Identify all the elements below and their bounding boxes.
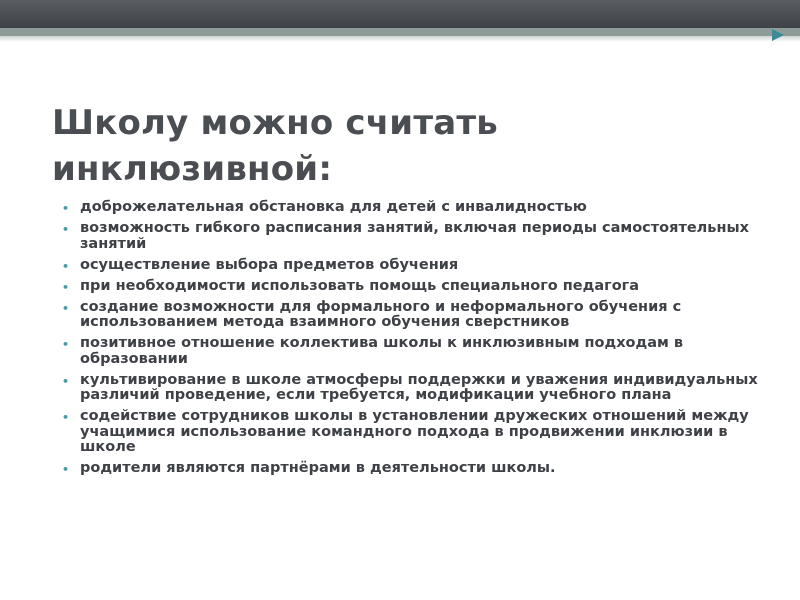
bullet-item <box>60 300 760 331</box>
bullet-text: родители являются партнёрами в деятельности школы. <box>80 460 556 476</box>
bullet-item <box>60 461 760 477</box>
slide-title <box>52 100 752 192</box>
bullet-item <box>60 221 760 252</box>
bullet-dot-icon: • <box>62 301 70 315</box>
bullet-text: позитивное отношение коллектива школы к инклюзивным подходам в образовании <box>80 335 684 367</box>
corner-triangle-icon <box>772 29 784 41</box>
bullet-dot-icon: • <box>62 202 70 215</box>
bullet-dot-icon: • <box>62 463 70 476</box>
bullet-dot-icon: • <box>62 374 70 388</box>
bullet-item <box>60 279 760 295</box>
bullet-text: содействие сотрудников школы в установлении дружеских отношений между учащимися использование командного подхода в продвижении инклюзии в школе <box>80 408 749 455</box>
slide-title-line-1: Школу можно считать <box>52 103 498 143</box>
bullet-item <box>60 373 760 404</box>
bullet-item <box>60 258 760 274</box>
bullet-dot-icon: • <box>62 223 70 236</box>
bullet-text: возможность гибкого расписания занятий, включая периоды самостоятельных занятий <box>80 220 749 252</box>
bullet-item <box>60 336 760 367</box>
bullet-dot-icon: • <box>62 338 70 351</box>
bullet-item <box>60 409 760 456</box>
bullet-dot-icon: • <box>62 280 70 294</box>
bullet-text: доброжелательная обстановка для детей с инвалидностью <box>80 199 587 215</box>
slide-title-line-2: инклюзивной: <box>52 149 333 189</box>
bullet-text: при необходимости использовать помощь специального педагога <box>80 277 640 294</box>
accent-stripe <box>0 28 800 36</box>
bullet-item <box>60 200 760 216</box>
top-decorative-band <box>0 0 800 28</box>
bullet-text: создание возможности для формального и неформального обучения с использованием метода взаимного обучения сверстников <box>80 298 682 330</box>
accent-shadow <box>0 36 800 42</box>
bullet-text: осуществление выбора предметов обучения <box>80 256 459 273</box>
bullet-dot-icon: • <box>62 259 70 273</box>
bullet-dot-icon: • <box>62 411 70 424</box>
bullet-list <box>60 200 760 482</box>
bullet-text: культивирование в школе атмосферы поддержки и уважения индивидуальных различий проведение, если требуется, модификации учебного плана <box>80 371 758 403</box>
